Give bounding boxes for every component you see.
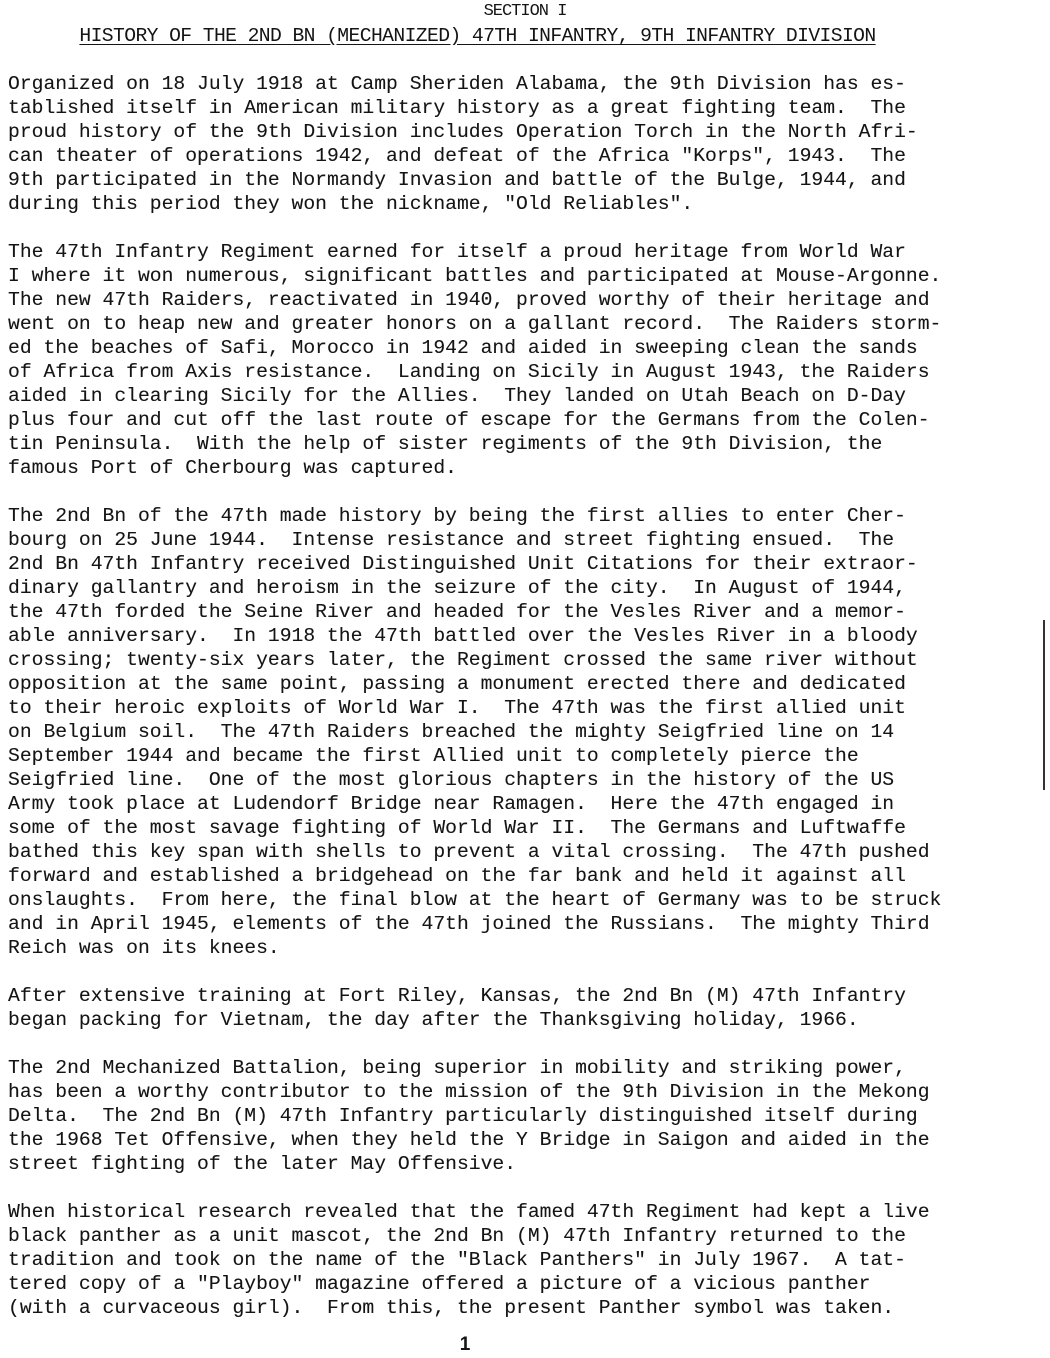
text-line: bathed this key span with shells to prevent a vital crossing. The 47th pushed	[8, 841, 930, 863]
text-line: tin Peninsula. With the help of sister regiments of the 9th Division, the	[8, 433, 883, 455]
document-body	[8, 72, 941, 1344]
paragraph	[8, 1056, 941, 1176]
text-line: The new 47th Raiders, reactivated in 1940, proved worthy of their heritage and	[8, 289, 930, 311]
text-line: Delta. The 2nd Bn (M) 47th Infantry particularly distinguished itself during	[8, 1105, 918, 1127]
paragraph	[8, 240, 941, 480]
text-line: on Belgium soil. The 47th Raiders breached the mighty Seigfried line on 14	[8, 721, 895, 743]
text-line: street fighting of the later May Offensive.	[8, 1153, 517, 1175]
text-line: to their heroic exploits of World War I. The 47th was the first allied unit	[8, 697, 906, 719]
page-number: 1	[459, 1334, 471, 1355]
text-line: dinary gallantry and heroism in the seizure of the city. In August of 1944,	[8, 577, 906, 599]
text-line: I where it won numerous, significant battles and participated at Mouse-Argonne.	[8, 265, 942, 287]
text-line: tradition and took on the name of the "Black Panthers" in July 1967. A tat-	[8, 1249, 906, 1271]
text-line: The 2nd Bn of the 47th made history by being the first allies to enter Cher-	[8, 505, 906, 527]
text-line: After extensive training at Fort Riley, Kansas, the 2nd Bn (M) 47th Infantry	[8, 985, 906, 1007]
text-line: 9th participated in the Normandy Invasion and battle of the Bulge, 1944, and	[8, 169, 906, 191]
text-line: The 47th Infantry Regiment earned for itself a proud heritage from World War	[8, 241, 906, 263]
text-line: the 47th forded the Seine River and headed for the Vesles River and a memor-	[8, 601, 906, 623]
text-line: tered copy of a "Playboy" magazine offered a picture of a vicious panther	[8, 1273, 871, 1295]
text-line: and in April 1945, elements of the 47th joined the Russians. The mighty Third	[8, 913, 930, 935]
text-line: bourg on 25 June 1944. Intense resistance and street fighting ensued. The	[8, 529, 895, 551]
text-line: September 1944 and became the first Allied unit to completely pierce the	[8, 745, 859, 767]
text-line: can theater of operations 1942, and defeat of the Africa "Korps", 1943. The	[8, 145, 906, 167]
section-heading: SECTION I	[483, 2, 567, 21]
paragraph	[8, 72, 941, 216]
text-line: crossing; twenty-six years later, the Regiment crossed the same river without	[8, 649, 918, 671]
scan-margin-mark	[1043, 620, 1045, 790]
paragraph	[8, 984, 941, 1032]
text-line: began packing for Vietnam, the day after the Thanksgiving holiday, 1966.	[8, 1009, 859, 1031]
text-line: the 1968 Tet Offensive, when they held the Y Bridge in Saigon and aided in the	[8, 1129, 930, 1151]
text-line: of Africa from Axis resistance. Landing on Sicily in August 1943, the Raiders	[8, 361, 930, 383]
text-line: 2nd Bn 47th Infantry received Distinguished Unit Citations for their extraor-	[8, 553, 918, 575]
text-line: has been a worthy contributor to the mission of the 9th Division in the Mekong	[8, 1081, 930, 1103]
text-line: went on to heap new and greater honors on a gallant record. The Raiders storm-	[8, 313, 942, 335]
text-line: The 2nd Mechanized Battalion, being superior in mobility and striking power,	[8, 1057, 906, 1079]
text-line: opposition at the same point, passing a monument erected there and dedicated	[8, 673, 906, 695]
text-line: black panther as a unit mascot, the 2nd Bn (M) 47th Infantry returned to the	[8, 1225, 906, 1247]
text-line: proud history of the 9th Division includes Operation Torch in the North Afri-	[8, 121, 918, 143]
text-line: plus four and cut off the last route of escape for the Germans from the Colen-	[8, 409, 930, 431]
text-line: When historical research revealed that the famed 47th Regiment had kept a live	[8, 1201, 930, 1223]
text-line: (with a curvaceous girl). From this, the present Panther symbol was taken.	[8, 1297, 895, 1319]
text-line: Seigfried line. One of the most glorious chapters in the history of the US	[8, 769, 895, 791]
text-line: forward and established a bridgehead on the far bank and held it against all	[8, 865, 906, 887]
paragraph	[8, 504, 941, 960]
text-line: ed the beaches of Safi, Morocco in 1942 and aided in sweeping clean the sands	[8, 337, 918, 359]
text-line: Army took place at Ludendorf Bridge near Ramagen. Here the 47th engaged in	[8, 793, 895, 815]
text-line: famous Port of Cherbourg was captured.	[8, 457, 457, 479]
text-line: aided in clearing Sicily for the Allies. They landed on Utah Beach on D-Day	[8, 385, 906, 407]
text-line: some of the most savage fighting of World War II. The Germans and Luftwaffe	[8, 817, 906, 839]
text-line: onslaughts. From here, the final blow at the heart of Germany was to be struck	[8, 889, 942, 911]
text-line: Reich was on its knees.	[8, 937, 280, 959]
text-line: able anniversary. In 1918 the 47th battled over the Vesles River in a bloody	[8, 625, 918, 647]
text-line: Organized on 18 July 1918 at Camp Sheriden Alabama, the 9th Division has es-	[8, 73, 906, 95]
text-line: tablished itself in American military history as a great fighting team. The	[8, 97, 906, 119]
paragraph	[8, 1200, 941, 1320]
document-title: HISTORY OF THE 2ND BN (MECHANIZED) 47TH INFANTRY, 9TH INFANTRY DIVISION	[79, 25, 876, 47]
text-line: during this period they won the nickname, "Old Reliables".	[8, 193, 694, 215]
